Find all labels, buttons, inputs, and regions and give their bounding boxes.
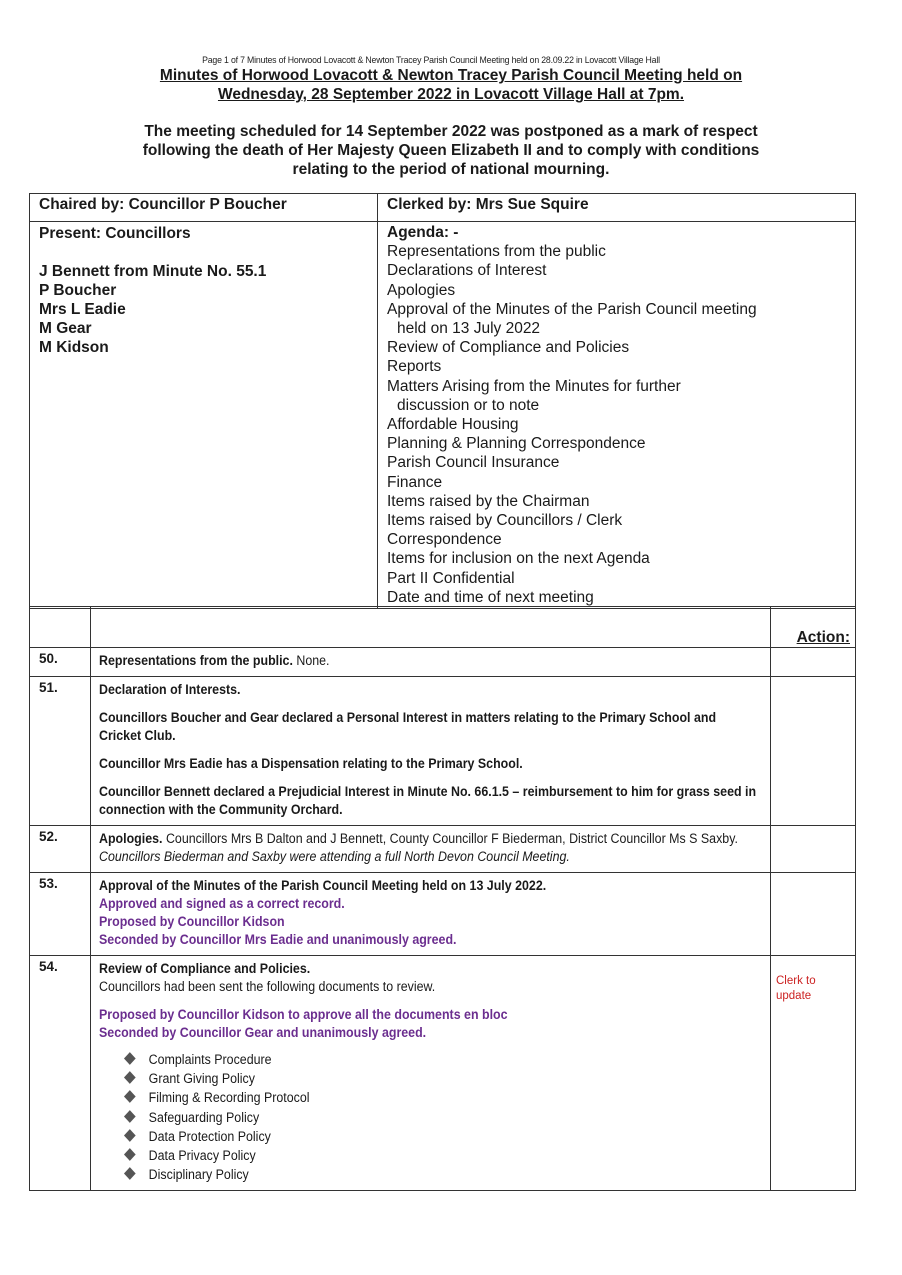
running-header: Page 1 of 7 Minutes of Horwood Lovacott & Newton Tracey Parish Council Meeting held on 28.09.22 in Lovacott Village Hall [202, 55, 660, 66]
page-header [0, 55, 902, 104]
agenda-item: discussion or to note [397, 396, 540, 414]
agenda-item: Review of Compliance and Policies [387, 339, 630, 357]
diamond-bullet-icon [124, 1052, 136, 1065]
agenda-item: Apologies [387, 281, 456, 299]
minute-heading: Approval of the Minutes of the Parish Council Meeting held on 13 July 2022. [99, 878, 547, 893]
agenda-item: Finance [387, 473, 443, 491]
minute-text: None. [292, 653, 330, 668]
minute-note: Councillors Biederman and Saxby were attending a full North Devon Council Meeting. [99, 849, 570, 864]
minute-row [30, 873, 856, 956]
present-member: Mrs L Eadie [39, 301, 126, 318]
agenda-heading: Agenda: - [387, 224, 459, 241]
agenda-item: Affordable Housing [387, 416, 519, 434]
list-item: Data Privacy Policy [124, 1146, 758, 1165]
minute-number: 51. [30, 677, 91, 826]
minute-number: 50. [30, 648, 91, 677]
agenda-item: Items raised by Councillors / Clerk [387, 512, 623, 530]
minute-paragraph: Councillor Bennett declared a Prejudicial Interest in Minute No. 66.1.5 – reimbursement to him for grass seed in connection with the Community Orchard. [99, 784, 757, 817]
minute-row [30, 677, 856, 826]
postponement-notice [80, 122, 822, 179]
minute-paragraph: Councillor Mrs Eadie has a Dispensation relating to the Primary School. [99, 756, 523, 771]
agenda-item: Declarations of Interest [387, 262, 547, 280]
title-line-2: Wednesday, 28 September 2022 in Lovacott Village Hall at 7pm. [217, 86, 685, 103]
diamond-bullet-icon [124, 1110, 136, 1123]
agenda-item: Items raised by the Chairman [387, 492, 590, 510]
agenda-item: Parish Council Insurance [387, 454, 560, 472]
minute-number: 54. [30, 956, 91, 1191]
attendance-agenda-table [29, 193, 856, 609]
present-heading: Present: Councillors [39, 225, 191, 242]
minute-number: 53. [30, 873, 91, 956]
list-item: Safeguarding Policy [124, 1108, 758, 1127]
notice-line: The meeting scheduled for 14 September 2022 was postponed as a mark of respect [144, 123, 758, 140]
agenda-cell [378, 222, 856, 609]
agenda-item: Date and time of next meeting [387, 588, 594, 606]
minute-heading: Review of Compliance and Policies. [99, 961, 311, 976]
clerked-by: Clerked by: Mrs Sue Squire [378, 194, 856, 222]
list-item: Filming & Recording Protocol [124, 1088, 758, 1107]
minute-text: Councillors Mrs B Dalton and J Bennett, County Councillor F Biederman, District Councillor Ms S Saxby. [162, 831, 738, 846]
notice-line: following the death of Her Majesty Queen Elizabeth II and to comply with conditions [142, 142, 760, 159]
title-line-1: Minutes of Horwood Lovacott & Newton Tracey Parish Council Meeting held on [159, 67, 743, 84]
diamond-bullet-icon [124, 1071, 136, 1084]
resolution-line: Seconded by Councillor Gear and unanimously agreed. [99, 1025, 427, 1040]
present-cell [30, 222, 378, 609]
present-member: M Kidson [39, 339, 109, 356]
diamond-bullet-icon [124, 1091, 136, 1104]
resolution-line: Seconded by Councillor Mrs Eadie and unanimously agreed. [99, 932, 457, 947]
present-member: M Gear [39, 320, 92, 337]
action-note: Clerk to update [776, 975, 816, 1002]
resolution-line: Approved and signed as a correct record. [99, 896, 345, 911]
action-heading: Action: [796, 629, 850, 646]
minute-paragraph: Councillors Boucher and Gear declared a Personal Interest in matters relating to the Primary School and Cricket Club. [99, 710, 717, 743]
list-item: Data Protection Policy [124, 1127, 758, 1146]
minutes-table [29, 606, 856, 1191]
present-member: P Boucher [39, 282, 117, 299]
agenda-item: Items for inclusion on the next Agenda [387, 550, 650, 568]
list-item: Disciplinary Policy [124, 1165, 758, 1184]
resolution-line: Proposed by Councillor Kidson to approve all the documents en bloc [99, 1007, 508, 1022]
agenda-item: Approval of the Minutes of the Parish Council meeting [387, 300, 757, 318]
agenda-item: held on 13 July 2022 [397, 320, 541, 338]
minute-text: Councillors had been sent the following documents to review. [99, 979, 436, 994]
agenda-item: Matters Arising from the Minutes for further [387, 377, 681, 395]
notice-line: relating to the period of national mourning. [292, 161, 610, 178]
chaired-by: Chaired by: Councillor P Boucher [30, 194, 378, 222]
agenda-item: Correspondence [387, 531, 502, 549]
list-item: Complaints Procedure [124, 1050, 758, 1069]
agenda-item: Representations from the public [387, 243, 606, 261]
present-member: J Bennett from Minute No. 55.1 [39, 263, 267, 280]
agenda-item: Reports [387, 358, 442, 376]
diamond-bullet-icon [124, 1129, 136, 1142]
minute-row [30, 956, 856, 1191]
diamond-bullet-icon [124, 1148, 136, 1161]
list-item: Grant Giving Policy [124, 1069, 758, 1088]
resolution-line: Proposed by Councillor Kidson [99, 914, 285, 929]
agenda-item: Part II Confidential [387, 569, 515, 587]
minute-heading: Declaration of Interests. [99, 682, 241, 697]
document-list [99, 1050, 758, 1184]
minute-row [30, 826, 856, 873]
agenda-item: Planning & Planning Correspondence [387, 435, 646, 453]
minute-row [30, 648, 856, 677]
minute-heading: Apologies. [99, 831, 163, 846]
diamond-bullet-icon [124, 1167, 136, 1180]
minute-number: 52. [30, 826, 91, 873]
minute-heading: Representations from the public. [99, 653, 293, 668]
